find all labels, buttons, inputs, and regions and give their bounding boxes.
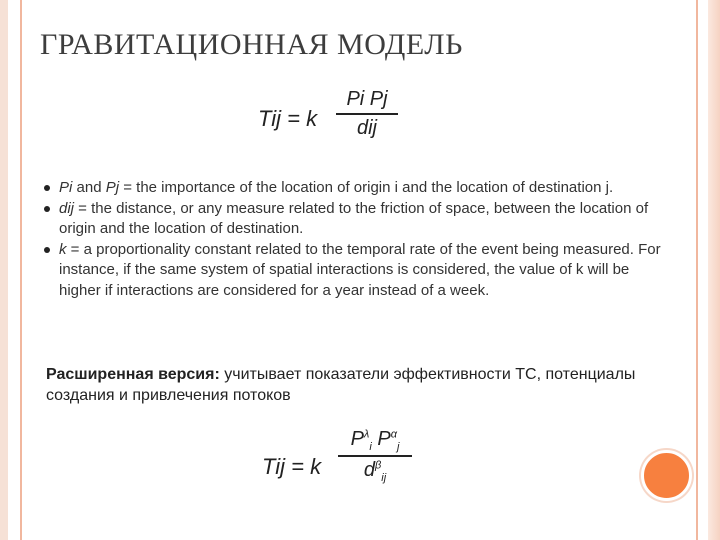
definitions-list — [44, 178, 672, 302]
term: k — [59, 240, 67, 258]
formula-fraction — [338, 428, 412, 484]
formula-lhs: Tij = k — [258, 106, 318, 131]
formula-denominator — [338, 459, 412, 484]
gravity-formula — [258, 88, 418, 152]
lambda-exponent: λ — [363, 428, 370, 441]
definition-text: = the importance of the location of origin i and the location of destination j. — [119, 179, 614, 196]
p-i: P — [350, 428, 364, 450]
formula-fraction — [336, 88, 398, 140]
term-connector: and — [72, 179, 106, 196]
extended-version-text — [46, 364, 666, 406]
beta-exponent: β — [374, 458, 382, 471]
fraction-bar — [338, 455, 412, 457]
extended-description: учитывает показатели эффективности ТС, потенциалы создания и привлечения потоков — [46, 366, 636, 404]
list-item — [44, 199, 672, 240]
bullet-dot — [44, 247, 50, 253]
d: d — [363, 458, 375, 481]
definition-text: = the distance, or any measure related to the friction of space, between the location of origin and the location of destination. — [59, 199, 649, 238]
p-j: P — [377, 428, 391, 450]
term: dij — [59, 199, 75, 217]
left-decorative-border — [0, 0, 8, 540]
formula-denominator: dij — [356, 116, 377, 139]
extended-gravity-formula — [262, 428, 442, 512]
i-subscript: i — [369, 441, 372, 453]
formula-lhs: Tij = k — [262, 454, 322, 479]
alpha-exponent: α — [390, 428, 397, 441]
right-decorative-strip — [708, 0, 720, 540]
term: Pi — [59, 179, 73, 196]
slide-title: ГРАВИТАЦИОННАЯ МОДЕЛЬ — [40, 28, 463, 61]
fraction-bar — [336, 113, 398, 115]
ij-subscript: ij — [381, 471, 387, 484]
decorative-circle — [641, 450, 692, 501]
bullet-dot — [44, 185, 50, 191]
bullet-dot — [44, 206, 50, 212]
formula-numerator: Pi Pj — [346, 88, 388, 110]
formula-numerator — [338, 428, 412, 453]
j-subscript: j — [396, 441, 400, 453]
list-item — [44, 178, 672, 199]
term: Pj — [105, 179, 120, 196]
list-item — [44, 240, 672, 302]
definition-text: = a proportionality constant related to the temporal rate of the event being measured. For instance, if the same system of spatial interactions is considered, the value of k will be higher if interactions are considered for a year instead of a week. — [59, 240, 661, 299]
extended-label: Расширенная версия: — [46, 366, 220, 383]
